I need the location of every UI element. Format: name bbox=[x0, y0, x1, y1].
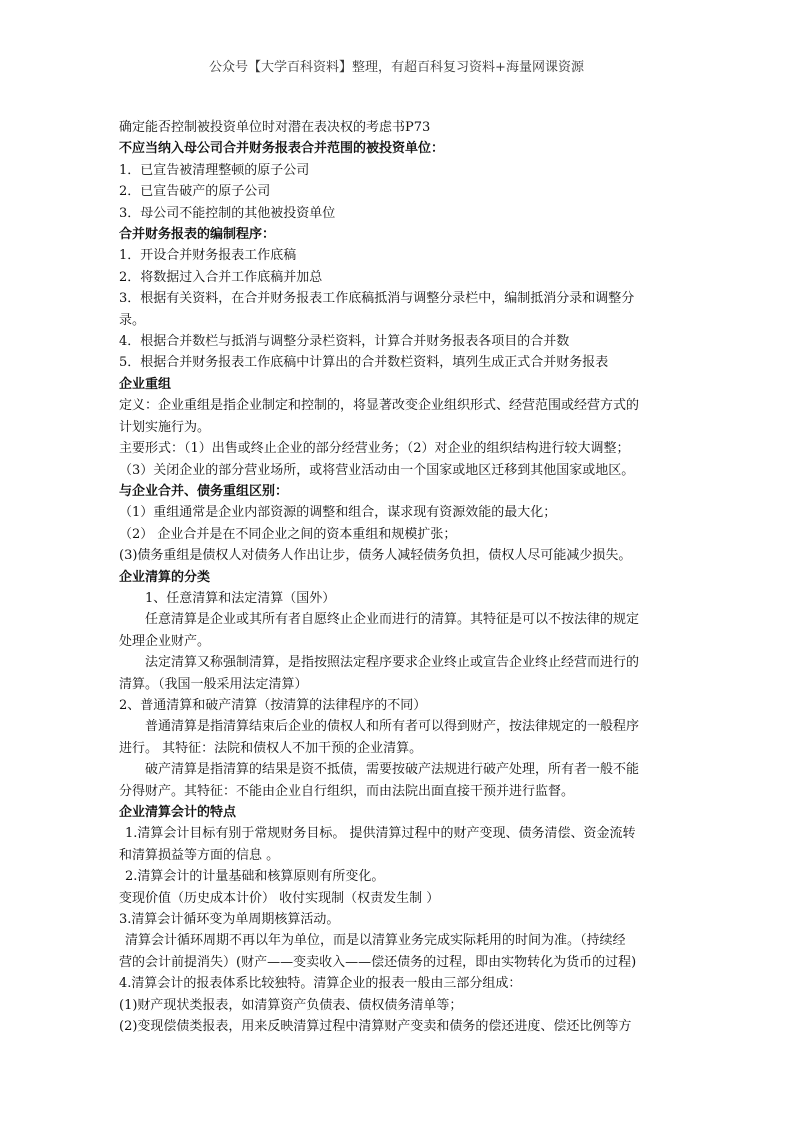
text-line: 清算。（我国一般采用法定清算） bbox=[119, 676, 308, 692]
text-line: 2．将数据过入合并工作底稿并加总 bbox=[119, 269, 323, 285]
section-heading: 不应当纳入母公司合并财务报表合并范围的被投资单位： bbox=[119, 141, 445, 157]
text-line: （3）关闭企业的部分营业场所，或将营业活动由一个国家或地区迁移到其他国家或地区。 bbox=[119, 462, 635, 478]
page-header: 公众号【大学百科资料】整理，有超百科复习资料+海量网课资源 bbox=[209, 60, 584, 75]
text-line: (2)变现偿债类报表，用来反映清算过程中清算财产变卖和债务的偿还进度、偿还比例等方 bbox=[119, 1019, 632, 1035]
text-line: 法定清算又称强制清算，是指按照法定程序要求企业终止或宣告企业终止经营而进行的 bbox=[145, 655, 640, 671]
text-line: 3.清算会计循环变为单周期核算活动。 bbox=[119, 912, 340, 928]
text-line: 变现价值（历史成本计价） 收付实现制（权责发生制 ） bbox=[119, 890, 440, 906]
section-heading: 企业清算会计的特点 bbox=[119, 805, 237, 820]
text-line: 确定能否控制被投资单位时对潜在表决权的考虑书P73 bbox=[119, 120, 431, 135]
section-heading: 企业重组 bbox=[119, 376, 172, 392]
text-line: 营的会计前提消失）(财产——变卖收入——偿还债务的过程，即由实物转化为货币的过程) bbox=[119, 954, 637, 970]
text-line: (1)财产现状类报表，如清算资产负债表、债权债务清单等； bbox=[119, 997, 463, 1013]
text-line: 进行。 其特征：法院和债权人不加干预的企业清算。 bbox=[119, 740, 423, 756]
section-heading: 企业清算的分类 bbox=[119, 569, 211, 585]
text-line: 处理企业财产。 bbox=[119, 633, 211, 649]
text-line: （1）重组通常是企业内部资源的调整和组合，谋求现有资源效能的最大化； bbox=[119, 505, 557, 521]
text-line: 分得财产。其特征：不能由企业自行组织，而由法院出面直接干预并进行监督。 bbox=[119, 783, 575, 799]
text-line: 录。 bbox=[119, 312, 146, 328]
text-line: 1．已宣告被清理整顿的原子公司 bbox=[119, 162, 310, 178]
text-line: 2、普通清算和破产清算（按清算的法律程序的不同） bbox=[119, 697, 427, 713]
text-line: 1、任意清算和法定清算（国外） bbox=[145, 590, 336, 606]
text-line: 3．根据有关资料，在合并财务报表工作底稿抵消与调整分录栏中，编制抵消分录和调整分 bbox=[119, 291, 635, 307]
text-line: 普通清算是指清算结束后企业的债权人和所有者可以得到财产，按法律规定的一般程序 bbox=[145, 719, 640, 735]
document-body bbox=[119, 117, 679, 1037]
text-line: （2） 企业合并是在不同企业之间的资本重组和规模扩张； bbox=[119, 526, 457, 542]
text-line: 4.清算会计的报表体系比较独特。清算企业的报表一般由三部分组成： bbox=[119, 976, 522, 992]
text-line: (3)债务重组是债权人对债务人作出让步，债务人减轻债务负担，债权人尽可能减少损失。 bbox=[119, 548, 632, 564]
text-line: 1.清算会计目标有别于常规财务目标。 提供清算过程中的财产变现、债务清偿、资金流转 bbox=[125, 826, 636, 842]
text-line: 破产清算是指清算的结果是资不抵债，需要按破产法规进行破产处理，所有者一般不能 bbox=[145, 762, 640, 778]
text-line: 2.清算会计的计量基础和核算原则有所变化。 bbox=[125, 869, 385, 885]
text-line: 定义：企业重组是指企业制定和控制的，将显著改变企业组织形式、经营范围或经营方式的 bbox=[119, 398, 640, 414]
text-line: 计划实施行为。 bbox=[119, 419, 211, 435]
text-line: 3．母公司不能控制的其他被投资单位 bbox=[119, 205, 336, 221]
text-line: 和清算损益等方面的信息 。 bbox=[119, 847, 280, 863]
text-line: 5．根据合并财务报表工作底稿中计算出的合并数栏资料，填列生成正式合并财务报表 bbox=[119, 355, 609, 371]
section-heading: 合并财务报表的编制程序： bbox=[119, 227, 276, 243]
text-line: 主要形式：（1）出售或终止企业的部分经营业务；（2）对企业的组织结构进行较大调整； bbox=[119, 441, 630, 457]
section-heading: 与企业合并、债务重组区别： bbox=[119, 483, 289, 499]
text-line: 清算会计循环周期不再以年为单位，而是以清算业务完成实际耗用的时间为准。（持续经 bbox=[125, 933, 626, 949]
text-line: 任意清算是企业或其所有者自愿终止企业而进行的清算。其特征是可以不按法律的规定 bbox=[145, 612, 640, 628]
text-line: 1．开设合并财务报表工作底稿 bbox=[119, 248, 297, 264]
text-line: 4．根据合并数栏与抵消与调整分录栏资料，计算合并财务报表各项目的合并数 bbox=[119, 334, 570, 350]
text-line: 2．已宣告破产的原子公司 bbox=[119, 184, 271, 200]
